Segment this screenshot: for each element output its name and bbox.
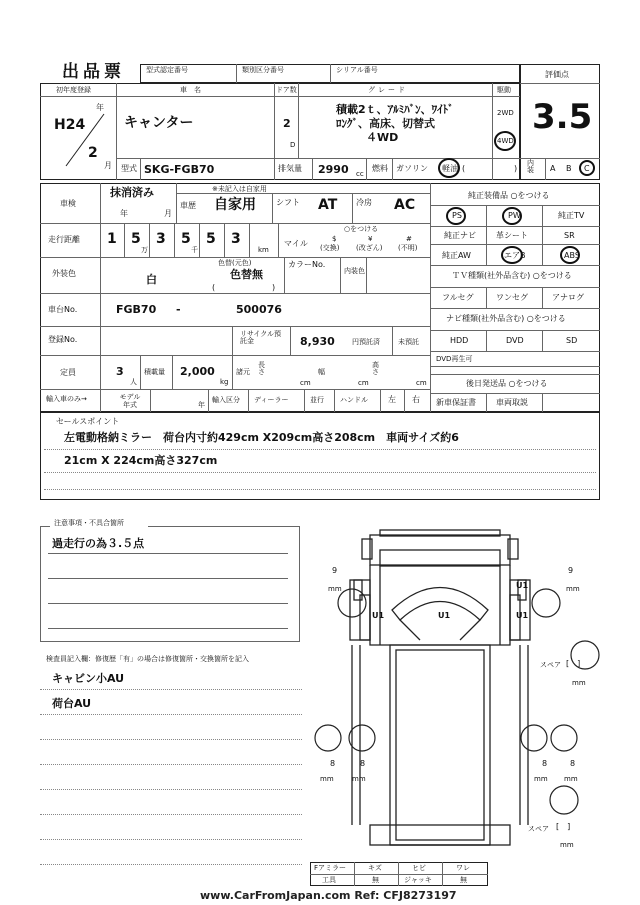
handle-left: 左 — [388, 395, 396, 404]
drive-4wd-circle — [494, 131, 516, 151]
hyoka-label: 評価点 — [545, 70, 569, 79]
fuel-diesel-circle — [438, 158, 460, 178]
mileage-man: 万 — [141, 246, 148, 254]
legend-value-1: 工具 — [322, 876, 336, 884]
option-pw-circle — [502, 207, 522, 225]
tv-title: ＴＶ種類(社外品含む) ○をつける — [452, 271, 572, 280]
recycle-paid: 円預託済 — [352, 338, 380, 346]
option-airbag-circle — [501, 246, 523, 264]
sales-line1: 左電動格納ミラー 荷台内寸約429cm X209cm高さ208cm 車両サイズ約6 — [64, 431, 459, 444]
length-label: 長さ — [258, 361, 265, 376]
exterior-label: 外装色 — [52, 269, 76, 278]
doors-value: 2 — [283, 117, 291, 130]
mileage-digit-6: 3 — [231, 231, 241, 247]
tire-mm-rear-right-1-unit: mm — [534, 775, 548, 783]
later-warranty: 新車保証書 — [436, 398, 476, 407]
handle-right: 右 — [412, 395, 420, 404]
inspector-title: 検査員記入欄：修復歴「有」の場合は修復箇所・交換箇所を記入 — [46, 655, 249, 663]
mileage-digit-4: 5 — [181, 231, 191, 247]
option-navi: 純正ナビ — [444, 231, 476, 240]
mileage-label: 走行距離 — [48, 235, 80, 244]
history-note: ※未記入は自家用 — [212, 185, 267, 193]
legend-value-3: ジャッキ — [404, 876, 432, 884]
history-label: 車歴 — [180, 201, 196, 210]
damage-mark-4: U1 — [516, 611, 529, 620]
tv-oneseg: ワンセグ — [496, 293, 528, 302]
legend-header-4: ワレ — [456, 864, 470, 872]
tire-mm-rear-left-2: 8 — [360, 759, 366, 768]
chassis-label: 車台No. — [48, 305, 78, 314]
aircon-value: AC — [394, 197, 416, 213]
drive-4wd: 4WD — [497, 137, 514, 145]
shaken-month-unit: 月 — [164, 209, 172, 218]
drive-2wd: 2WD — [497, 109, 514, 117]
spare-label-1: スペア — [540, 661, 561, 669]
navi-sd: SD — [566, 336, 578, 345]
mileage-sen: 千 — [191, 246, 198, 254]
mileage-km: km — [258, 246, 269, 254]
doors-unit: D — [290, 141, 296, 149]
drive-label: 駆動 — [497, 86, 511, 94]
shift-value: AT — [318, 197, 338, 213]
meter-swap: (交換) — [320, 244, 340, 252]
mileage-digit-2: 5 — [131, 231, 141, 247]
month-unit: 月 — [104, 161, 112, 170]
mileage-digit-5: 5 — [206, 231, 216, 247]
grade-label: グレード — [368, 86, 408, 94]
grade-line1: 積載2ｔ、ｱﾙﾐﾊﾞﾝ、ﾜｲﾄﾞ — [336, 103, 454, 116]
chassis-no: 500076 — [236, 303, 282, 316]
page-title: 出品票 — [62, 62, 125, 82]
option-abs-circle — [560, 246, 580, 264]
tire-mm-front-right: 9 — [568, 566, 574, 575]
width-unit: cm — [358, 379, 369, 387]
handle-label: ハンドル — [340, 396, 368, 404]
capacity-unit: 人 — [130, 378, 137, 386]
option-pw: PW — [508, 211, 521, 220]
serial-label: シリアル番号 — [336, 66, 378, 74]
damage-mark-3: U1 — [516, 581, 529, 590]
dvd-label: DVD再生可 — [436, 355, 473, 363]
model-year-unit: 年 — [198, 401, 205, 409]
displacement-unit: cc — [356, 170, 364, 178]
mileage-digit-1: 1 — [107, 231, 117, 247]
option-abs: ABS — [564, 251, 580, 260]
meter-circle-note: ○をつける — [344, 225, 379, 233]
tire-mm-rear-right-1: 8 — [542, 759, 548, 768]
history-value: 自家用 — [214, 197, 256, 213]
fuel-diesel: 軽油 — [442, 164, 458, 173]
option-leather: 革シート — [496, 231, 528, 240]
watermark: www.CarFromJapan.com Ref: CFJ8273197 — [200, 889, 457, 902]
spare-label-2: スペア — [528, 825, 549, 833]
interior-label: 内装 — [527, 159, 534, 174]
navi-dvd: DVD — [506, 336, 524, 345]
parallel-option: 並行 — [310, 396, 324, 404]
vehicle-name: キャンター — [124, 115, 194, 131]
capacity-label: 定員 — [60, 368, 76, 377]
chassis-dash: - — [176, 303, 181, 316]
chassis-model: FGB70 — [116, 303, 157, 316]
length-unit: cm — [300, 379, 311, 387]
option-sr: SR — [564, 231, 575, 240]
damage-mark-2: U1 — [438, 611, 451, 620]
model-year-label: モデル年式 — [119, 393, 141, 410]
shaken-value: 抹消済み — [110, 186, 154, 199]
tire-mm-front-left-unit: mm — [328, 585, 342, 593]
tire-mm-front-right-unit: mm — [566, 585, 580, 593]
aircon-label: 冷房 — [356, 198, 372, 207]
interior-c: C — [584, 164, 590, 173]
recolor-label: 色替(元色) — [218, 259, 252, 267]
tire-mm-rear-left-2-unit: mm — [352, 775, 366, 783]
tv-fullseg: フルセグ — [442, 293, 474, 302]
recolor-value: 色替無 — [230, 268, 263, 281]
navi-hdd: HDD — [450, 336, 469, 345]
displacement-label: 排気量 — [278, 164, 302, 173]
shift-label: シフト — [276, 198, 300, 207]
load-label: 積載量 — [144, 368, 165, 376]
spare-mm-2: mm — [560, 841, 574, 849]
grade-line3: ４WD — [366, 131, 399, 144]
import-label: 輸入車のみ→ — [46, 395, 87, 403]
tv-analog: アナログ — [552, 293, 584, 302]
legend-header-2: キズ — [368, 864, 382, 872]
interior-c-circle — [579, 160, 595, 176]
damage-mark-1: U1 — [372, 611, 385, 620]
width-label: 幅 — [318, 368, 325, 376]
inspector-line2: 荷台AU — [52, 697, 92, 710]
tire-mm-front-left: 9 — [332, 566, 338, 575]
model-value: SKG-FGB70 — [144, 163, 215, 176]
mile-label: マイル — [284, 239, 308, 248]
fuel-label: 燃料 — [372, 164, 388, 173]
exterior-value: 白 — [146, 273, 157, 286]
capacity-value: 3 — [116, 365, 124, 378]
grade-line2: ﾛﾝｸﾞ、高床、切替式 — [336, 117, 435, 130]
option-airbag: エアB — [504, 251, 526, 260]
ruibetsu-label: 類別区分番号 — [242, 66, 284, 74]
legend-value-2: 無 — [372, 876, 379, 884]
tire-mm-rear-left-1-unit: mm — [320, 775, 334, 783]
score-value: 3.5 — [532, 97, 593, 137]
year-unit: 年 — [96, 103, 104, 112]
mileage-digit-3: 3 — [156, 231, 166, 247]
legend-value-4: 無 — [460, 876, 467, 884]
truck-diagram — [300, 525, 600, 865]
legend-header-3: ヒビ — [412, 864, 426, 872]
shaken-year-unit: 年 — [120, 209, 128, 218]
dealer-option: ディーラー — [254, 396, 289, 404]
navi-title: ナビ種類(社外品含む) ○をつける — [446, 314, 566, 323]
shaken-label: 車検 — [60, 199, 76, 208]
interior-color-label: 内装色 — [344, 267, 365, 275]
option-ps: PS — [452, 211, 462, 220]
recycle-unpaid: 未預託 — [398, 338, 419, 346]
first-reg-era: H24 — [54, 117, 86, 133]
legend-header-1: Fアミラー — [314, 864, 347, 872]
recycle-value: 8,930 — [300, 335, 335, 348]
later-title: 後日発送品 ○をつける — [466, 379, 548, 388]
sales-line2: 21cm X 224cm高さ327cm — [64, 454, 218, 467]
notes-title: 注意事項・不具合箇所 — [54, 519, 124, 527]
date-slash — [60, 112, 110, 168]
option-tv: 純正TV — [558, 211, 585, 220]
recycle-label: リサイクル預託金 — [240, 330, 282, 345]
inspector-line1: キャビン小AU — [52, 672, 125, 685]
height-unit: cm — [416, 379, 427, 387]
import-type-label: 輸入区分 — [212, 396, 240, 404]
name-label: 車 名 — [180, 86, 201, 94]
option-ps-circle — [446, 207, 466, 225]
options-title: 純正装備品 ○をつける — [468, 191, 550, 200]
tire-mm-rear-right-2: 8 — [570, 759, 576, 768]
height-label: 高さ — [372, 361, 379, 376]
model-label: 型式 — [121, 164, 137, 173]
interior-a: A — [550, 164, 556, 173]
notes-line1: 過走行の為３.５点 — [52, 537, 145, 550]
displacement-value: 2990 — [318, 163, 349, 176]
first-reg-month: 2 — [88, 145, 98, 161]
meter-tamper: (改ざん) — [356, 244, 383, 252]
later-manual: 車両取説 — [496, 398, 528, 407]
tire-mm-rear-right-2-unit: mm — [564, 775, 578, 783]
spare-mm-1: mm — [572, 679, 586, 687]
option-aw: 純正AW — [442, 251, 471, 260]
tire-mm-rear-left-1: 8 — [330, 759, 336, 768]
color-no-label: カラーNo. — [288, 260, 326, 269]
meter-unknown: (不明) — [398, 244, 418, 252]
load-unit: kg — [220, 378, 229, 386]
doors-label: ドア数 — [276, 86, 297, 94]
katashiki-label: 型式認定番号 — [146, 66, 188, 74]
sales-label: セールスポイント — [56, 417, 120, 426]
dims-label: 諸元 — [236, 368, 250, 376]
reg-no-label: 登録No. — [48, 335, 78, 344]
load-value: 2,000 — [180, 365, 215, 378]
interior-b: B — [566, 164, 572, 173]
fuel-gasoline: ガソリン — [396, 164, 428, 173]
first-reg-label: 初年度登録 — [56, 86, 91, 94]
